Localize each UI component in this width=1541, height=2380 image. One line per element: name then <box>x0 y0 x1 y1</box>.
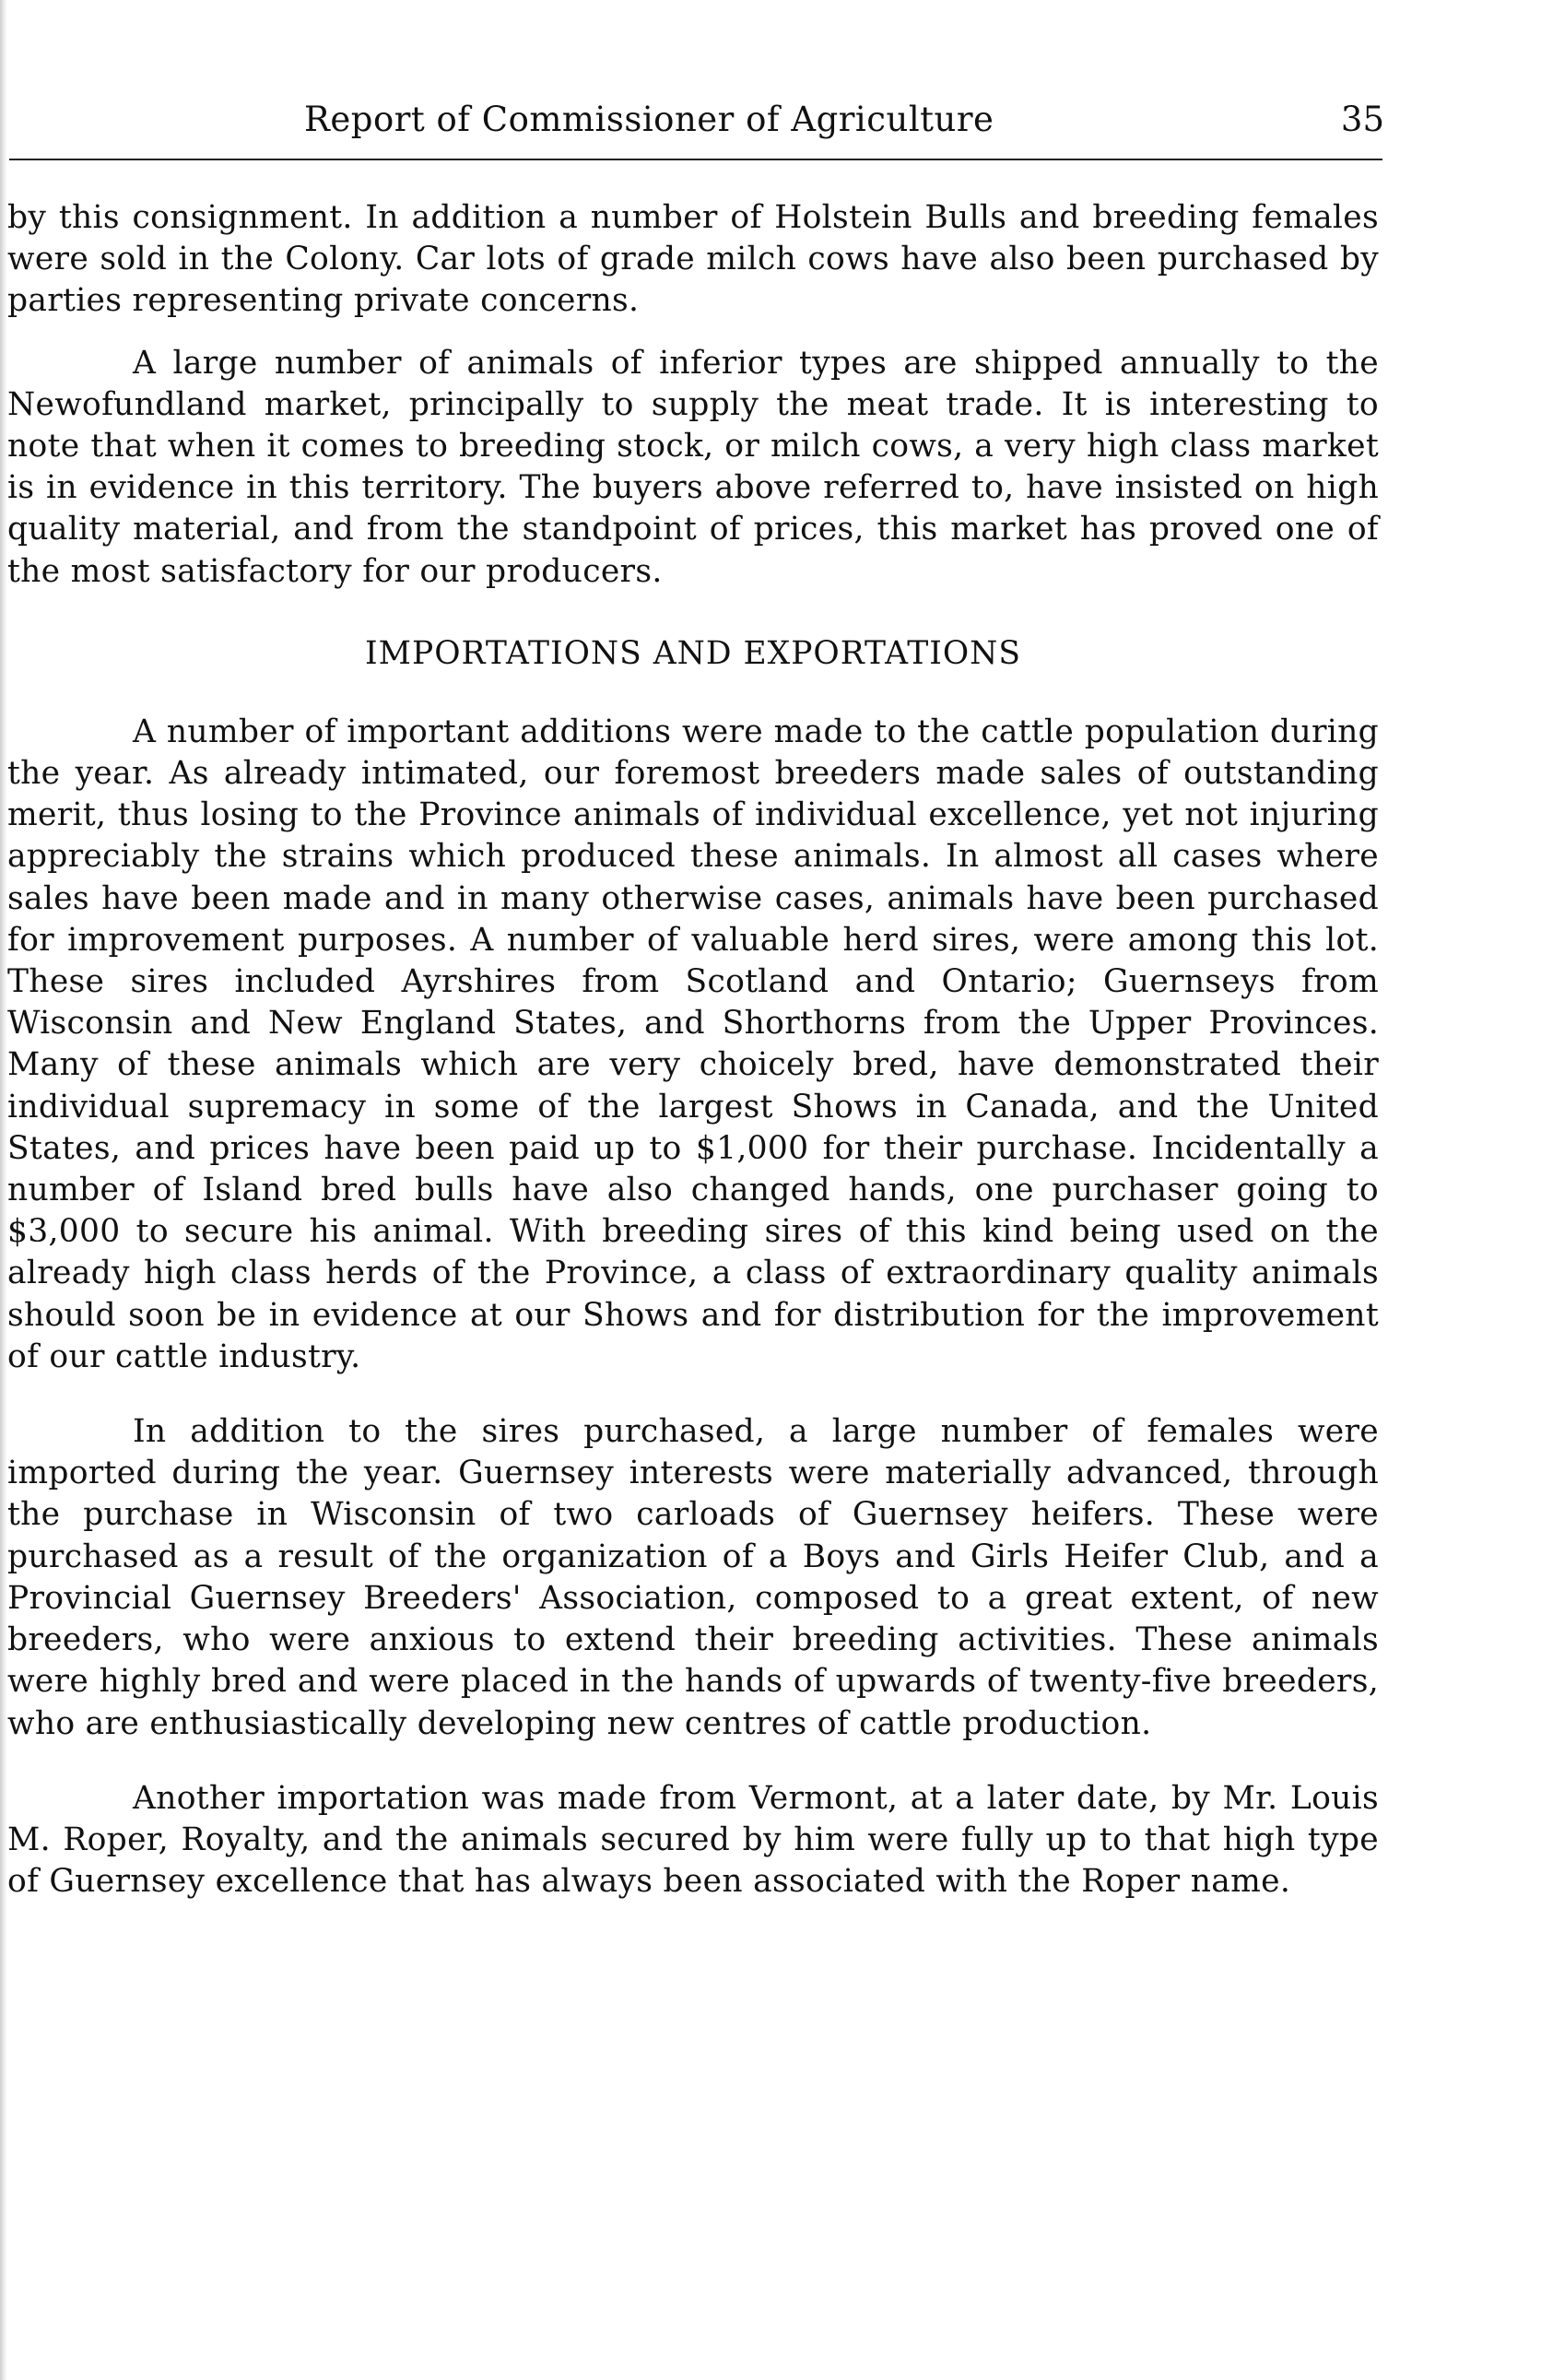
paragraph-continued: by this consignment. In addition a number of Holstein Bulls and breeding females were sold in the Colony. Car lots of grade milch cows have also been purchased by parties representing private concerns. <box>7 199 1379 320</box>
page-binding-edge <box>0 0 7 2380</box>
body-text <box>7 197 1379 1903</box>
page-number: 35 <box>1340 100 1384 139</box>
section-heading: IMPORTATIONS AND EXPORTATIONS <box>365 634 1021 672</box>
page-header <box>0 100 1410 155</box>
paragraph-females-imported: In addition to the sires purchased, a large number of females were imported during the year. Guernsey interests were materially advanced, through the purchase in Wisconsin of two carloads of Guernsey heifers. These were purchased as a result of the organization of a Boys and Girls Heifer Club, and a Provincial Guernsey Breeders' Association, composed to a great extent, of new breeders, who were anxious to extend their breeding activities. These animals were highly bred and were placed in the hands of upwards of twenty-five breeders, who are enthusiastically developing new centres of cattle production. <box>7 1413 1379 1742</box>
paragraph-cattle-additions: A number of important additions were made to the cattle population during the year. As already intimated, our foremost breeders made sales of outstanding merit, thus losing to the Province animals of individual excellence, yet not injuring appreciably the strains which produced these animals. In almost all cases where sales have been made and in many otherwise cases, animals have been purchased for improvement purposes. A number of valuable herd sires, were among this lot. These sires included Ayrshires from Scotland and Ontario; Guernseys from Wisconsin and New England States, and Shorthorns from the Upper Provinces. Many of these animals which are very choicely bred, have demonstrated their individual supremacy in some of the largest Shows in Canada, and the United States, and prices have been paid up to $1,000 for their purchase. Incidentally a number of Island bred bulls have also changed hands, one purchaser going to $3,000 to secure his animal. With breeding sires of this kind being used on the already high class herds of the Province, a class of extraordinary quality animals should soon be in evidence at our Shows and for distribution for the improvement of our cattle industry. <box>7 713 1379 1375</box>
header-rule <box>9 159 1382 160</box>
paragraph-newfoundland-market: A large number of animals of inferior types are shipped annually to the Newofundland market, principally to supply the meat trade. It is interesting to note that when it comes to breeding stock, or milch cows, a very high class market is in evidence in this territory. The buyers above referred to, have insisted on high quality material, and from the standpoint of prices, this market has proved one of the most satisfactory for our producers. <box>7 344 1379 590</box>
paragraph-vermont-importation: Another importation was made from Vermont, at a later date, by Mr. Louis M. Roper, Royalty, and the animals secured by him were fully up to that high type of Guernsey excellence that has always been associated with the Roper name. <box>7 1779 1379 1901</box>
running-head: Report of Commissioner of Agriculture <box>304 100 994 139</box>
